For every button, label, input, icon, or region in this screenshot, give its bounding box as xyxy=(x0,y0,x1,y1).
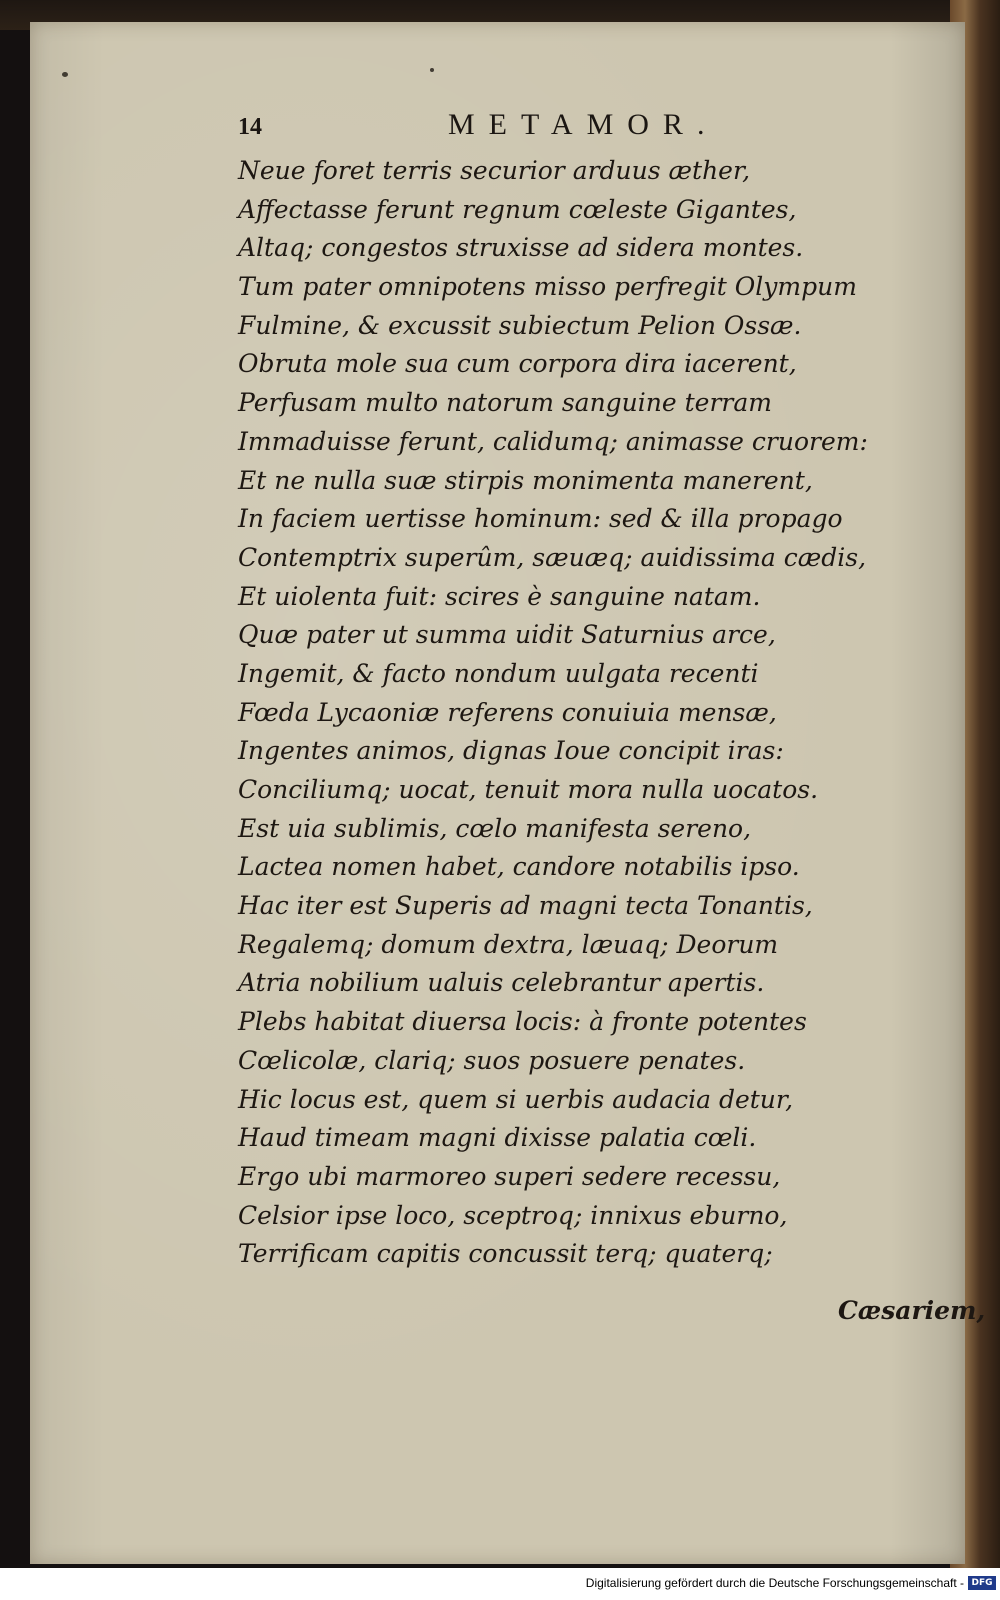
verse-line: Neue foret terris securior arduus æther, xyxy=(238,156,751,185)
verse-line: Hic locus est, quem si uerbis audacia detur, xyxy=(238,1084,794,1114)
verse-line: Plebs habitat diuersa locis: à fronte potentes xyxy=(238,1007,807,1037)
page-number: 14 xyxy=(238,114,262,140)
verse-line: Terrificam capitis concussit terq; quaterq; xyxy=(238,1239,773,1269)
verse-line: Contemptrix superûm, sæuæq; auidissima cædis, xyxy=(238,542,867,572)
running-head: METAMOR. xyxy=(448,108,719,141)
verse-line: Lactea nomen habet, candore notabilis ipso. xyxy=(238,852,800,882)
verse-line: Celsior ipse loco, sceptroq; innixus eburno, xyxy=(238,1200,788,1230)
catchword: Cæsariem, xyxy=(838,1296,986,1325)
ink-speck xyxy=(62,72,68,77)
dfg-logo[interactable]: DFG xyxy=(968,1576,996,1590)
verse-line: Immaduisse ferunt, calidumq; animasse cruorem: xyxy=(238,426,868,456)
verse-line: In faciem uertisse hominum: sed & illa propago xyxy=(238,504,843,534)
verse-line: Est uia sublimis, cœlo manifesta sereno, xyxy=(238,813,752,843)
verse-line: Altaq; congestos struxisse ad sidera montes. xyxy=(238,233,804,263)
verse-line: Obruta mole sua cum corpora dira iacerent, xyxy=(238,349,797,379)
digitization-footer xyxy=(0,1568,1000,1600)
page-header xyxy=(238,108,798,148)
verse-line: Regalemq; domum dextra, læuaq; Deorum xyxy=(238,929,779,959)
verse-line: Cœlicolæ, clariq; suos posuere penates. xyxy=(238,1045,746,1075)
verse-line: Affectasse ferunt regnum cœleste Gigantes, xyxy=(238,194,797,224)
verse-line: Ingemit, & facto nondum uulgata recenti xyxy=(238,658,759,688)
verse-line: Fulmine, & excussit subiectum Pelion Ossæ. xyxy=(238,310,802,340)
verse-line: Hac iter est Superis ad magni tecta Tonantis, xyxy=(238,891,813,921)
verse-line: Perfusam multo natorum sanguine terram xyxy=(238,388,772,418)
verse-block xyxy=(238,152,878,1274)
verse-line: Haud timeam magni dixisse palatia cœli. xyxy=(238,1123,757,1153)
verse-line: Et ne nulla suæ stirpis monimenta manerent, xyxy=(238,465,813,495)
verse-line: Conciliumq; uocat, tenuit mora nulla uocatos. xyxy=(238,775,819,804)
verse-line: Tum pater omnipotens misso perfregit Olympum xyxy=(238,272,857,302)
verse-line: Atria nobilium ualuis celebrantur apertis. xyxy=(238,968,765,998)
ink-speck xyxy=(430,68,434,72)
verse-line: Fœda Lycaoniæ referens conuiuia mensæ, xyxy=(238,697,777,727)
footer-credit: Digitalisierung gefördert durch die Deutsche Forschungsgemeinschaft - xyxy=(585,1576,964,1590)
verse-line: Ergo ubi marmoreo superi sedere recessu, xyxy=(238,1161,781,1191)
verse-line: Et uiolenta fuit: scires è sanguine natam. xyxy=(238,581,761,611)
verse-line: Ingentes animos, dignas Ioue concipit iras: xyxy=(238,736,784,766)
verse-line: Quæ pater ut summa uidit Saturnius arce, xyxy=(238,620,776,650)
